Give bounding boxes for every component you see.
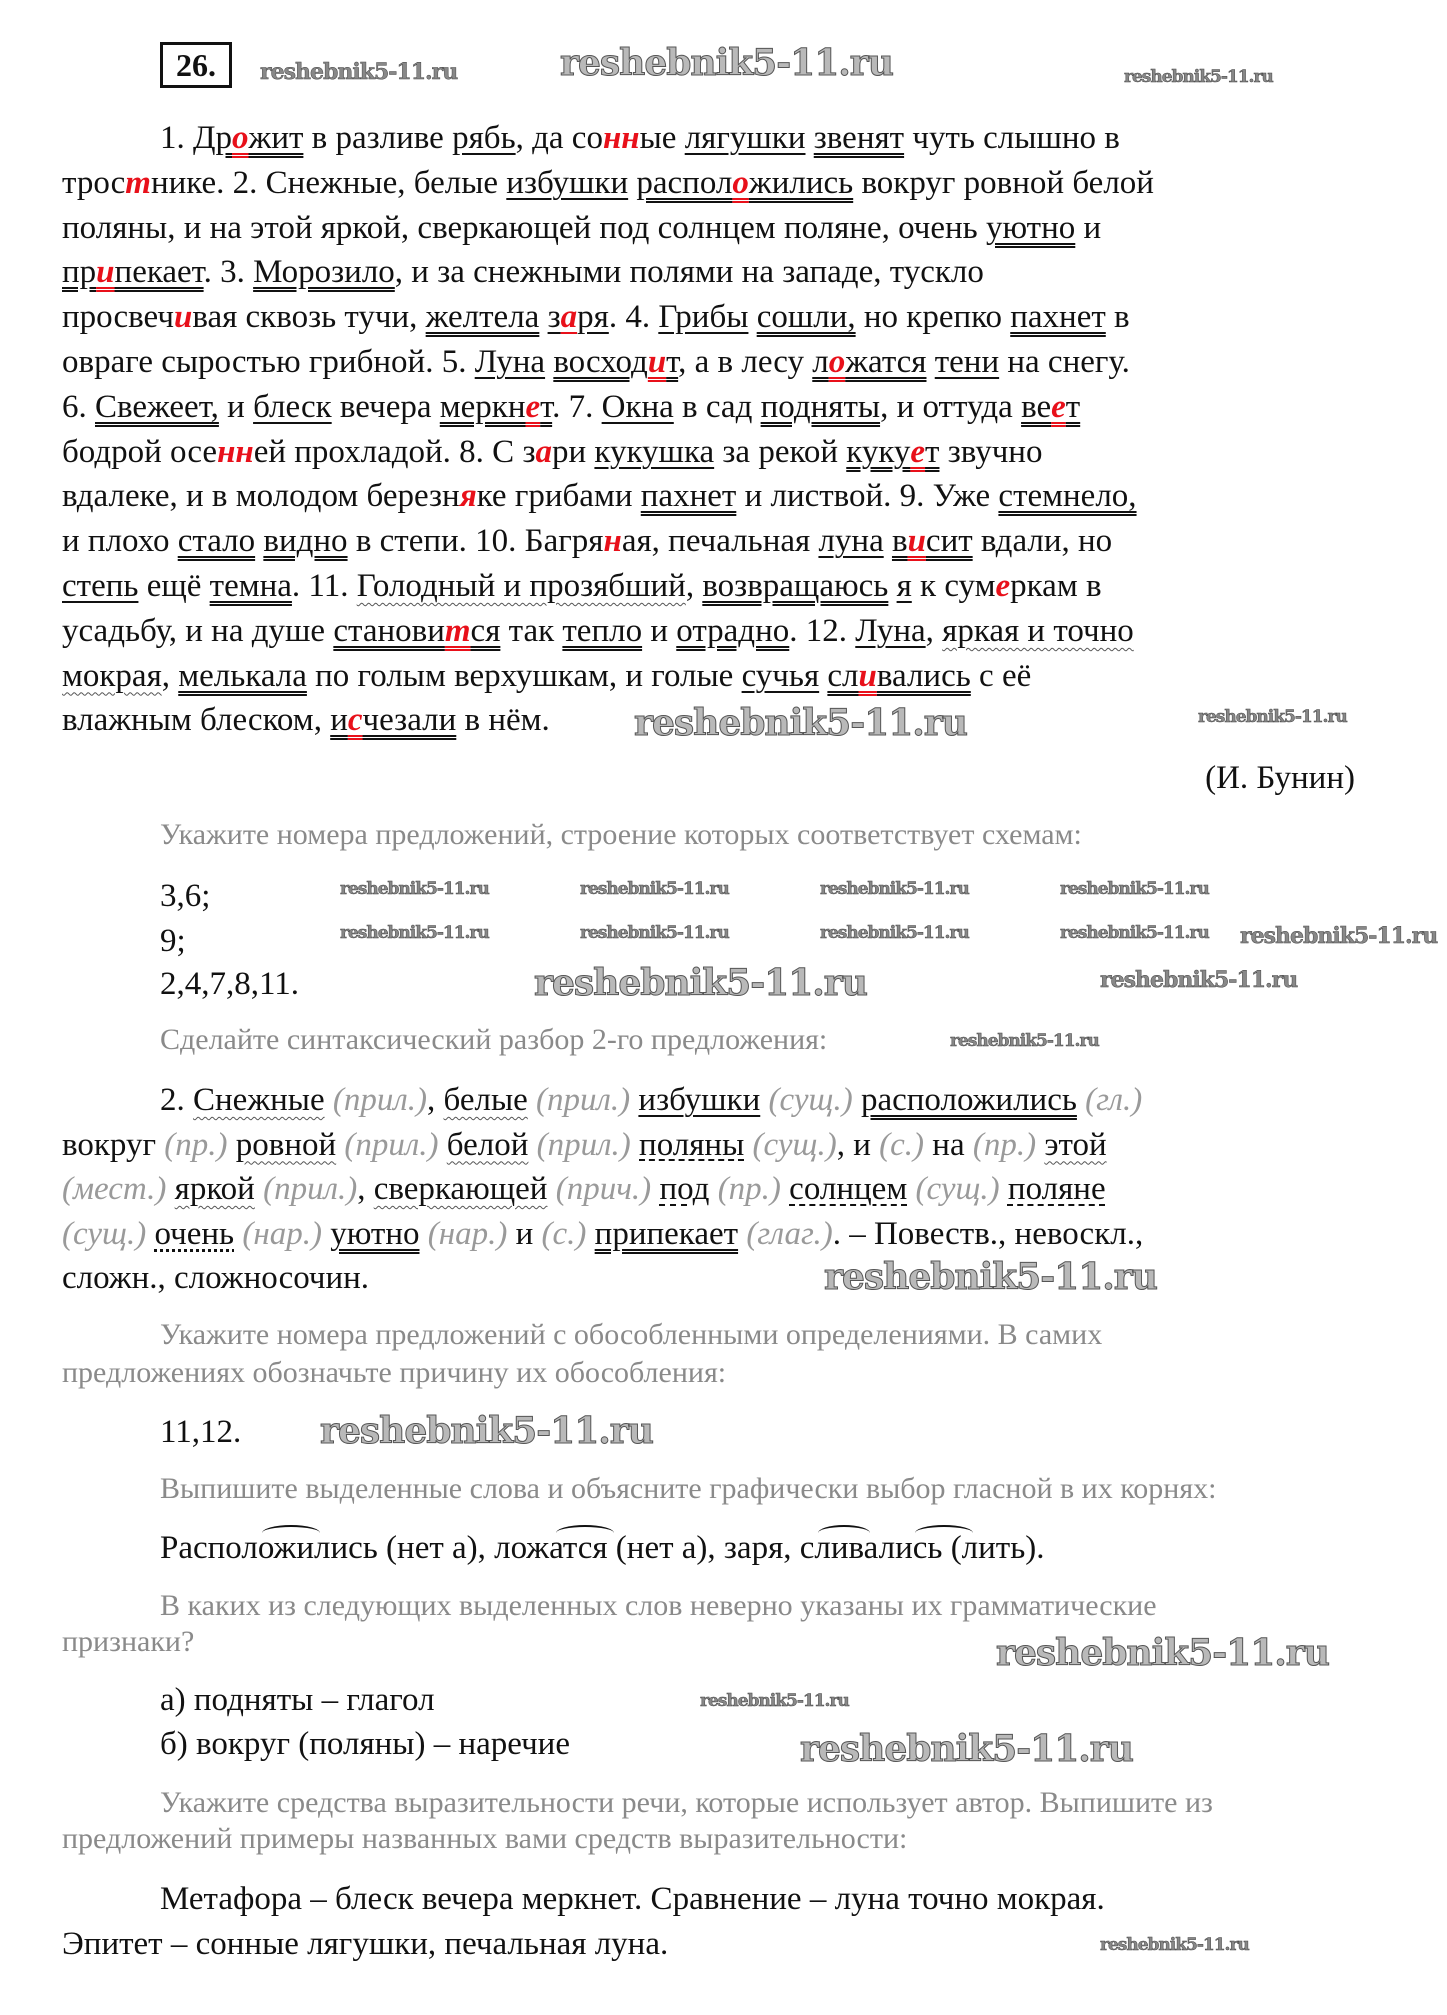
sentence-member: яркой bbox=[174, 1171, 255, 1208]
text-segment: сложн., сложносочин. bbox=[62, 1260, 370, 1297]
question-expressive-1: Укажите средства выразительности речи, которые использует автор. Выпишите из bbox=[160, 1786, 1213, 1819]
sentence-member: пахнет bbox=[640, 478, 737, 515]
text-segment: . 7. bbox=[552, 388, 602, 425]
part-of-speech-label: (сущ.) bbox=[768, 1082, 853, 1118]
question-isolated-1: Укажите номера предложений с обособленными определениями. В самих bbox=[160, 1318, 1103, 1351]
sentence-member: з bbox=[547, 299, 561, 336]
sentence-member: восход bbox=[553, 344, 648, 380]
highlighted-letter: и bbox=[858, 657, 877, 694]
highlighted-letter: и bbox=[173, 299, 193, 336]
watermark: reshebnik5-11.ru bbox=[260, 59, 458, 85]
sentence-member: жатся bbox=[845, 344, 927, 380]
text-segment: и плохо bbox=[62, 523, 178, 560]
sentence-member: Грибы bbox=[658, 299, 749, 336]
sentence-member: яркая и точно bbox=[942, 612, 1134, 649]
text-segment: на bbox=[924, 1126, 973, 1163]
sentence-member: стало bbox=[177, 523, 256, 560]
text-line bbox=[62, 654, 1031, 699]
text-line bbox=[62, 206, 1101, 251]
text-segment: овраге сыростью грибной. 5. bbox=[62, 344, 475, 380]
root-arc-icon bbox=[556, 1525, 614, 1541]
sentence-member: вались bbox=[876, 657, 971, 694]
sentence-member: Голодный и прозябший bbox=[356, 568, 686, 604]
text-line bbox=[62, 1256, 369, 1301]
watermark: reshebnik5-11.ru bbox=[1240, 923, 1438, 949]
text-segment bbox=[748, 299, 756, 335]
root-arc-icon bbox=[915, 1525, 973, 1541]
highlighted-letter: е bbox=[525, 388, 541, 425]
part-of-speech-label: (прил.) bbox=[536, 1082, 631, 1118]
text-segment: ые bbox=[639, 120, 685, 156]
answer-schemes-3: 2,4,7,8,11. bbox=[160, 966, 300, 1002]
watermark: reshebnik5-11.ru bbox=[580, 923, 729, 943]
sentence-member: поляне bbox=[1007, 1171, 1106, 1208]
highlighted-letter: е bbox=[910, 433, 926, 470]
text-segment: ри bbox=[551, 433, 595, 470]
watermark: reshebnik5-11.ru bbox=[820, 879, 969, 899]
sentence-member: очень bbox=[154, 1215, 235, 1252]
text-segment bbox=[325, 1082, 333, 1118]
sentence-member: лягушки bbox=[684, 120, 806, 156]
answer-schemes-1: 3,6; bbox=[160, 878, 211, 914]
sentence-member: пекает bbox=[114, 254, 204, 291]
text-segment: бодрой осе bbox=[62, 433, 218, 470]
text-segment: так bbox=[500, 612, 563, 649]
sentence-member: мелькала bbox=[178, 657, 307, 694]
text-segment bbox=[760, 1082, 768, 1118]
sentence-member: стемнело, bbox=[998, 478, 1137, 515]
sentence-member: сошли, bbox=[756, 299, 856, 336]
question-vowels: Выпишите выделенные слова и объясните графически выбор гласной в их корнях: bbox=[160, 1472, 1217, 1505]
highlighted-letter: а bbox=[535, 433, 552, 470]
highlighted-letter: е bbox=[995, 568, 1011, 604]
text-line bbox=[160, 116, 1120, 161]
text-segment: влажным блеском, bbox=[62, 702, 331, 739]
text-segment: вая сквозь тучи, bbox=[192, 299, 426, 336]
sentence-member: кукушка bbox=[594, 433, 715, 470]
text-segment: , bbox=[357, 1171, 374, 1208]
answer-grammar-b: б) вокруг (поляны) – наречие bbox=[160, 1726, 570, 1762]
text-segment: , bbox=[426, 1082, 444, 1118]
sentence-member: уютно bbox=[330, 1215, 420, 1252]
text-segment bbox=[586, 1216, 594, 1252]
part-of-speech-label: (с.) bbox=[879, 1126, 925, 1163]
sentence-member: ся bbox=[470, 612, 501, 649]
sentence-member: Снежные bbox=[193, 1082, 325, 1118]
text-segment bbox=[528, 1127, 536, 1163]
sentence-member: звенят bbox=[813, 120, 905, 156]
text-segment: звучно bbox=[939, 433, 1043, 470]
answer-expressive-2: Эпитет – сонные лягушки, печальная луна. bbox=[62, 1926, 669, 1962]
highlighted-letter: е bbox=[1051, 388, 1066, 425]
sentence-member: Луна bbox=[474, 344, 546, 380]
sentence-member: в bbox=[891, 523, 908, 560]
sentence-member: степь bbox=[62, 568, 139, 604]
highlighted-letter: нн bbox=[217, 433, 254, 470]
question-syntax: Сделайте синтаксический разбор 2-го предложения: bbox=[160, 1023, 828, 1056]
watermark: reshebnik5-11.ru bbox=[1198, 707, 1347, 727]
text-segment bbox=[420, 1216, 428, 1252]
sentence-member: Окна bbox=[601, 388, 674, 425]
text-segment bbox=[166, 1171, 174, 1207]
text-segment: в разливе bbox=[303, 120, 453, 156]
part-of-speech-label: (прил.) bbox=[263, 1171, 358, 1208]
watermark: reshebnik5-11.ru bbox=[824, 1256, 1157, 1298]
text-segment: , bbox=[161, 657, 179, 694]
sentence-member: Свежеет, bbox=[95, 388, 219, 425]
sentence-member: поляны bbox=[639, 1126, 745, 1163]
part-of-speech-label: (прич.) bbox=[555, 1171, 652, 1208]
text-segment: в нём. bbox=[456, 702, 550, 739]
text-segment: . 3. bbox=[203, 254, 254, 291]
text-segment bbox=[1077, 1082, 1085, 1118]
sentence-member: Др bbox=[193, 120, 233, 156]
part-of-speech-label: (сущ.) bbox=[752, 1126, 837, 1163]
sentence-member: л bbox=[812, 344, 829, 380]
text-segment: трос bbox=[62, 164, 126, 201]
watermark: reshebnik5-11.ru bbox=[1100, 967, 1298, 993]
sentence-member: подняты bbox=[760, 388, 881, 425]
sentence-member: тепло bbox=[562, 612, 643, 649]
text-line bbox=[62, 340, 1130, 385]
sentence-member: блеск bbox=[253, 388, 332, 425]
text-segment: , bbox=[925, 612, 943, 649]
text-segment: к сум bbox=[911, 568, 996, 604]
question-grammar-1: В каких из следующих выделенных слов неверно указаны их грамматические bbox=[160, 1589, 1157, 1622]
watermark: reshebnik5-11.ru bbox=[534, 962, 867, 1004]
root-arc-icon bbox=[262, 1525, 320, 1541]
sentence-member: распол bbox=[636, 164, 733, 201]
text-line bbox=[160, 1078, 1142, 1123]
sentence-member: темна bbox=[209, 568, 292, 604]
text-segment bbox=[1000, 1171, 1008, 1207]
highlighted-letter: и bbox=[647, 344, 667, 380]
part-of-speech-label: (прил.) bbox=[332, 1082, 427, 1118]
author: (И. Бунин) bbox=[1205, 760, 1355, 796]
text-segment: . 12. bbox=[789, 612, 856, 649]
text-segment: в bbox=[1105, 299, 1130, 336]
part-of-speech-label: (прил.) bbox=[536, 1126, 631, 1163]
text-line bbox=[62, 474, 1137, 519]
text-segment bbox=[888, 568, 896, 604]
text-segment: по голым верхушкам, и голые bbox=[306, 657, 742, 694]
highlighted-letter: о bbox=[828, 344, 846, 380]
text-segment: ке грибами bbox=[476, 478, 641, 515]
sentence-member: ровной bbox=[235, 1126, 337, 1163]
part-of-speech-label: (мест.) bbox=[62, 1171, 167, 1208]
text-segment: 6. bbox=[62, 388, 95, 425]
text-line bbox=[62, 250, 984, 295]
highlighted-letter: о bbox=[232, 120, 249, 156]
text-segment: и bbox=[642, 612, 677, 649]
text-segment bbox=[528, 1082, 536, 1118]
text-segment: вечера bbox=[331, 388, 440, 425]
text-segment: и bbox=[1075, 209, 1102, 246]
text-segment: 2. bbox=[160, 1082, 193, 1118]
text-segment: в сад bbox=[673, 388, 761, 425]
text-segment: вдалеке, и в молодом березн bbox=[62, 478, 460, 515]
sentence-member: припекает bbox=[594, 1215, 739, 1252]
sentence-member: ря bbox=[577, 299, 609, 336]
sentence-member: чезали bbox=[362, 702, 457, 739]
text-segment: и bbox=[507, 1215, 542, 1252]
sentence-member: под bbox=[659, 1171, 710, 1208]
text-segment: ркам в bbox=[1010, 568, 1102, 604]
watermark: reshebnik5-11.ru bbox=[820, 923, 969, 943]
watermark: reshebnik5-11.ru bbox=[320, 1410, 653, 1452]
sentence-member: уютно bbox=[985, 209, 1076, 246]
answer-schemes-2: 9; bbox=[160, 923, 186, 959]
text-segment: ей прохладой. 8. С з bbox=[253, 433, 536, 470]
watermark: reshebnik5-11.ru bbox=[950, 1031, 1099, 1051]
answer-vowels: Расположились (нет а), ложатся (нет а), заря, сливались (лить). bbox=[160, 1530, 1045, 1566]
sentence-member: Морозило bbox=[253, 254, 395, 291]
watermark: reshebnik5-11.ru bbox=[1060, 879, 1209, 899]
text-segment: ещё bbox=[138, 568, 210, 604]
highlighted-letter: т bbox=[125, 164, 151, 201]
watermark: reshebnik5-11.ru bbox=[634, 702, 967, 744]
sentence-member: пахнет bbox=[1010, 299, 1106, 336]
text-line bbox=[62, 1123, 1107, 1168]
part-of-speech-label: (пр.) bbox=[717, 1171, 781, 1208]
root-arc-icon bbox=[818, 1525, 870, 1541]
text-segment bbox=[806, 120, 814, 156]
answer-isolated: 11,12. bbox=[160, 1414, 242, 1450]
text-segment: вокруг ровной белой bbox=[853, 164, 1154, 201]
sentence-member: белые bbox=[443, 1082, 528, 1118]
sentence-member: рябь bbox=[452, 120, 516, 156]
text-segment: , и за снежными полями на западе, тускло bbox=[394, 254, 984, 291]
text-segment bbox=[709, 1171, 717, 1207]
text-segment: вдали, но bbox=[972, 523, 1113, 560]
watermark: reshebnik5-11.ru bbox=[1060, 923, 1209, 943]
part-of-speech-label: (нар.) bbox=[242, 1215, 322, 1252]
text-segment bbox=[322, 1216, 330, 1252]
highlighted-letter: я bbox=[459, 478, 477, 515]
sentence-member: т bbox=[666, 344, 679, 380]
text-segment bbox=[781, 1171, 789, 1207]
question-schemes: Укажите номера предложений, строение которых соответствует схемам: bbox=[160, 818, 1082, 851]
text-line bbox=[62, 295, 1130, 340]
text-line bbox=[62, 1212, 1143, 1257]
highlighted-letter: н bbox=[603, 523, 622, 560]
text-segment: и bbox=[218, 388, 254, 425]
text-segment: . 4. bbox=[608, 299, 659, 336]
part-of-speech-label: (нар.) bbox=[427, 1215, 508, 1252]
text-line bbox=[62, 609, 1134, 654]
sentence-member: станови bbox=[333, 612, 445, 649]
sentence-member: мокрая bbox=[62, 657, 162, 694]
watermark: reshebnik5-11.ru bbox=[340, 923, 489, 943]
watermark: reshebnik5-11.ru bbox=[340, 879, 489, 899]
watermark: reshebnik5-11.ru bbox=[800, 1728, 1133, 1770]
text-line bbox=[62, 564, 1102, 609]
sentence-member: жились bbox=[748, 164, 854, 201]
text-line bbox=[62, 1167, 1106, 1212]
part-of-speech-label: (гл.) bbox=[1085, 1082, 1143, 1118]
text-line bbox=[62, 430, 1042, 475]
text-line bbox=[62, 161, 1154, 206]
watermark: reshebnik5-11.ru bbox=[700, 1691, 849, 1711]
text-segment: но крепко bbox=[855, 299, 1011, 336]
text-segment bbox=[853, 1082, 861, 1118]
text-segment: , и bbox=[836, 1126, 880, 1163]
sentence-member: тени bbox=[934, 344, 1000, 380]
watermark: reshebnik5-11.ru bbox=[996, 1632, 1329, 1674]
part-of-speech-label: (пр.) bbox=[164, 1126, 228, 1163]
sentence-member: меркн bbox=[439, 388, 526, 425]
sentence-member: т bbox=[540, 388, 553, 425]
text-segment: вокруг bbox=[62, 1126, 165, 1163]
question-grammar-2: признаки? bbox=[62, 1625, 195, 1658]
sentence-member: Луна bbox=[855, 612, 926, 649]
highlighted-letter: нн bbox=[602, 120, 640, 156]
text-segment: , bbox=[685, 568, 703, 604]
text-segment: , да со bbox=[515, 120, 603, 156]
text-segment: в степи. 10. Багря bbox=[347, 523, 604, 560]
text-segment: . 11. bbox=[291, 568, 357, 604]
part-of-speech-label: (с.) bbox=[541, 1215, 587, 1252]
part-of-speech-label: (пр.) bbox=[972, 1126, 1037, 1163]
answer-expressive-1: Метафора – блеск вечера меркнет. Сравнение – луна точно мокрая. bbox=[160, 1881, 1105, 1917]
sentence-member: отрадно bbox=[676, 612, 790, 649]
watermark: reshebnik5-11.ru bbox=[560, 42, 893, 84]
text-line bbox=[62, 519, 1112, 564]
sentence-member: луна bbox=[818, 523, 884, 560]
sentence-member: возвращаюсь bbox=[702, 568, 889, 604]
text-segment: поляны, и на этой яркой, сверкающей под солнцем поляне, очень bbox=[62, 209, 986, 246]
sentence-member: сучья bbox=[741, 657, 820, 694]
sentence-member: куку bbox=[846, 433, 911, 470]
watermark: reshebnik5-11.ru bbox=[1124, 67, 1273, 87]
sentence-member: белой bbox=[446, 1126, 529, 1163]
sentence-member: видно bbox=[263, 523, 348, 560]
text-line bbox=[62, 698, 550, 743]
part-of-speech-label: (прил.) bbox=[344, 1126, 439, 1163]
sentence-member: жит bbox=[248, 120, 304, 156]
highlighted-letter: и bbox=[96, 254, 115, 291]
text-segment: усадьбу, и на душе bbox=[62, 612, 334, 649]
text-segment: чуть слышно в bbox=[904, 120, 1120, 156]
sentence-member: расположились bbox=[860, 1082, 1077, 1118]
sentence-member: и bbox=[330, 702, 348, 739]
sentence-member: ве bbox=[1021, 388, 1052, 425]
text-segment bbox=[744, 1127, 752, 1163]
exercise-number: 26. bbox=[160, 42, 232, 88]
text-segment: с её bbox=[970, 657, 1032, 694]
question-expressive-2: предложений примеры названных вами средств выразительности: bbox=[62, 1822, 908, 1855]
text-segment bbox=[439, 1127, 447, 1163]
text-segment: , и оттуда bbox=[880, 388, 1022, 425]
text-segment bbox=[926, 344, 934, 380]
sentence-member: этой bbox=[1044, 1126, 1107, 1163]
sentence-member: сл bbox=[827, 657, 859, 694]
text-segment bbox=[547, 1171, 555, 1207]
text-segment: и листвой. 9. Уже bbox=[736, 478, 999, 515]
highlighted-letter: и bbox=[907, 523, 926, 560]
part-of-speech-label: (сущ.) bbox=[62, 1215, 147, 1252]
sentence-member: желтела bbox=[425, 299, 540, 336]
text-segment bbox=[539, 299, 547, 335]
text-segment: просвеч bbox=[62, 299, 174, 336]
sentence-member: т bbox=[925, 433, 940, 470]
sentence-member: т bbox=[1065, 388, 1081, 425]
text-segment: за рекой bbox=[714, 433, 847, 470]
text-segment: . – Повеств., невоскл., bbox=[832, 1215, 1144, 1252]
sentence-member: пр bbox=[62, 254, 97, 291]
highlighted-letter: с bbox=[347, 702, 363, 739]
sentence-member: избушки bbox=[638, 1082, 761, 1118]
sentence-member: я bbox=[896, 568, 912, 604]
highlighted-letter: а bbox=[560, 299, 578, 336]
sentence-member: сит bbox=[925, 523, 973, 560]
text-segment: ая, печальная bbox=[621, 523, 819, 560]
text-segment bbox=[255, 1171, 263, 1207]
sentence-member: избушки bbox=[506, 164, 629, 201]
text-line bbox=[62, 385, 1080, 430]
highlighted-letter: т bbox=[444, 612, 471, 649]
watermark: reshebnik5-11.ru bbox=[1100, 1935, 1249, 1955]
part-of-speech-label: (сущ.) bbox=[915, 1171, 1000, 1208]
text-segment bbox=[631, 1127, 639, 1163]
watermark: reshebnik5-11.ru bbox=[580, 879, 729, 899]
highlighted-letter: о bbox=[732, 164, 749, 201]
sentence-member: солнцем bbox=[789, 1171, 908, 1208]
text-segment: 1. bbox=[160, 120, 193, 156]
text-segment bbox=[227, 1127, 235, 1163]
text-segment bbox=[884, 523, 892, 559]
part-of-speech-label: (глаг.) bbox=[746, 1215, 833, 1252]
sentence-member: сверкающей bbox=[373, 1171, 548, 1208]
text-segment: на снегу. bbox=[999, 344, 1130, 380]
answer-grammar-a: а) подняты – глагол bbox=[160, 1682, 435, 1718]
text-segment: нике. 2. Снежные, белые bbox=[150, 164, 507, 201]
question-isolated-2: предложениях обозначьте причину их обособления: bbox=[62, 1356, 727, 1389]
text-segment: , а в лесу bbox=[678, 344, 813, 380]
